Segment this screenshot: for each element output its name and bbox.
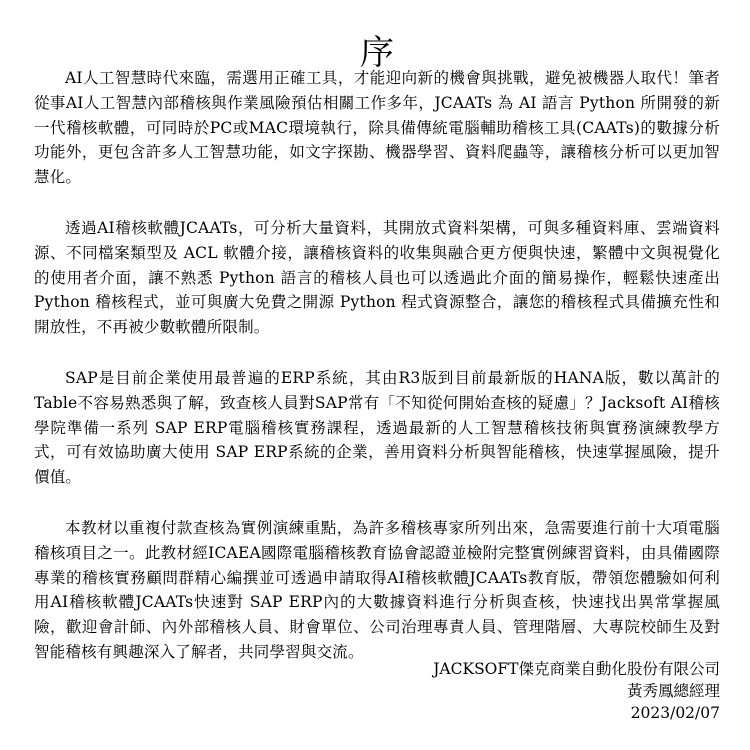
signature-date: 2023/02/07 (630, 704, 720, 722)
signature-company: JACKSOFT傑克商業自動化股份有限公司 (433, 660, 720, 678)
signature-block (433, 658, 720, 724)
paragraph-2: 透過AI稽核軟體JCAATs，可分析大量資料，其開放式資料架構，可與多種資料庫、雲端資料源、不同檔案類型及 ACL 軟體介接，讓稽核資料的收集與融合更方便與快速，繁體中文與視覺化的使用者介面，讓不熟悉 Python 語言的稽核人員也可以透過此介面的簡易操作，輕鬆快速產出 Python 稽核程式，並可與廣大免費之開源 Python 程式資源整合，讓您的稽核程式具備擴充性和開放性，不再被少數軟體所限制。 (34, 218, 720, 337)
preface-page (34, 0, 720, 750)
preface-body (34, 66, 720, 691)
paragraph-3: SAP是目前企業使用最普遍的ERP系統，其由R3版到目前最新版的HANA版，數以萬計的Table不容易熟悉與了解，致查核人員對SAP常有「不知從何開始查核的疑慮」？Jacksoft AI稽核學院準備一系列 SAP ERP電腦稽核實務課程，透過最新的人工智慧稽核技術與實務演練教學方式，可有效協助廣大使用 SAP ERP系統的企業，善用資料分析與智能稽核，快速掌握風險，提升價值。 (34, 368, 720, 487)
paragraph-1: AI人工智慧時代來臨，需選用正確工具，才能迎向新的機會與挑戰，避免被機器人取代！筆者從事AI人工智慧內部稽核與作業風險預估相關工作多年，JCAATs 為 AI 語言 Python 所開發的新一代稽核軟體，可同時於PC或MAC環境執行，除具備傳統電腦輔助稽核工具(CAATs)的數據分析功能外，更包含許多人工智慧功能，如文字探勘、機器學習、資料爬蟲等，讓稽核分析可以更加智慧化。 (34, 69, 720, 187)
paragraph-4: 本教材以重複付款查核為實例演練重點，為許多稽核專家所列出來，急需要進行前十大項電腦稽核項目之一。此教材經ICAEA國際電腦稽核教育協會認證並檢附完整實例練習資料，由具備國際專業的稽核實務顧問群精心編撰並可透過申請取得AI稽核軟體JCAATs教育版，帶領您體驗如何利用AI稽核軟體JCAATs快速對 SAP ERP內的大數據資料進行分析與查核，快速找出異常掌握風險，歡迎會計師、內外部稽核人員、財會單位、公司治理專責人員、管理階層、大專院校師生及對智能稽核有興趣深入了解者，共同學習與交流。 (34, 518, 720, 661)
page-title: 序 (360, 32, 394, 73)
signature-person: 黃秀鳳總經理 (626, 682, 720, 700)
